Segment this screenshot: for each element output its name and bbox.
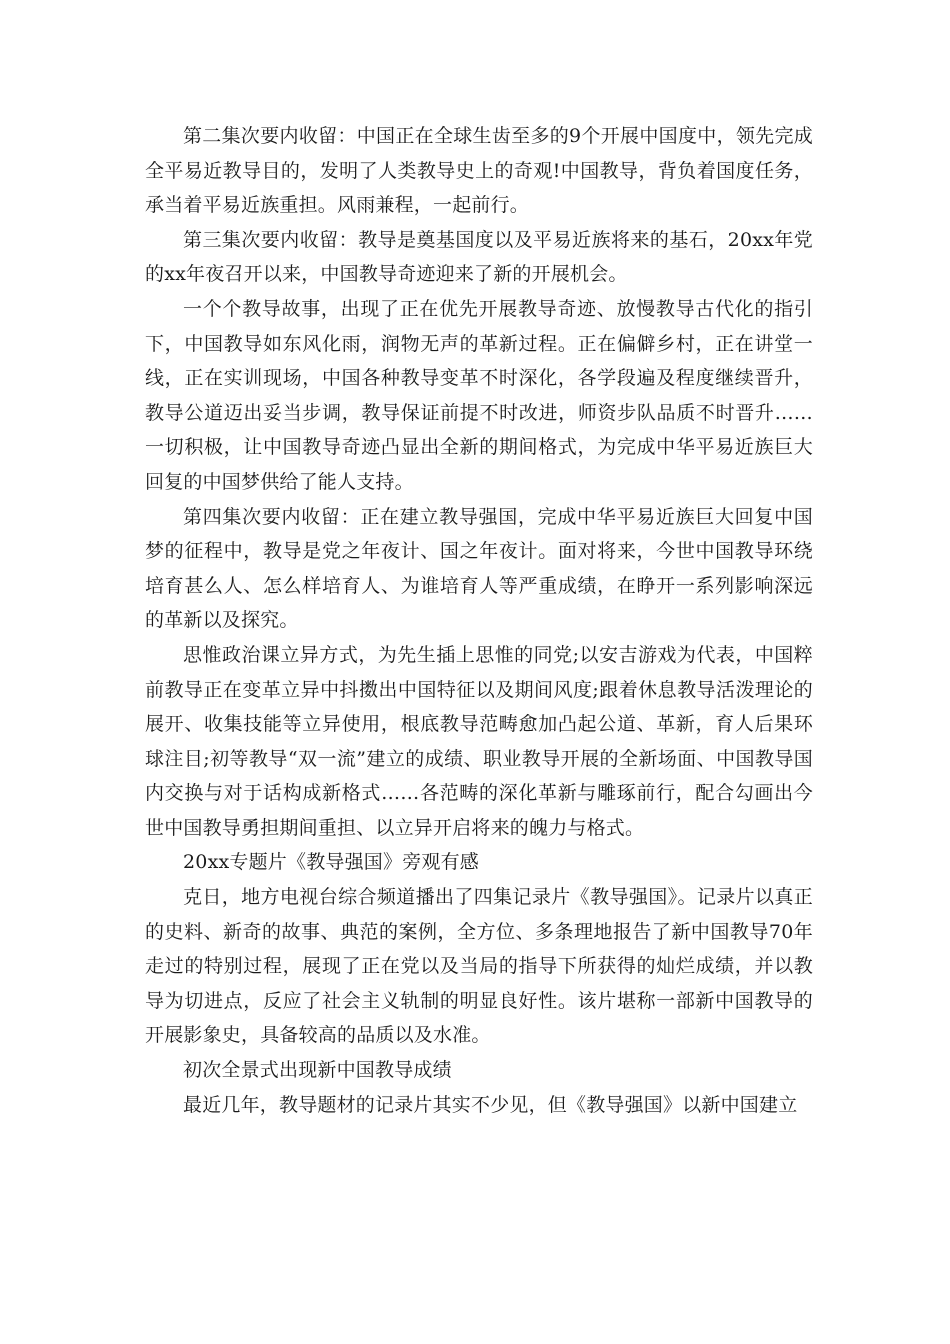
paragraph-broadcast-review: 克日，地方电视台综合频道播出了四集记录片《教导强国》。记录片以真正的史料、新奇的故事、典范的案例，全方位、多条理地报告了新中国教导70年走过的特别过程，展现了正在党以及当局的指导下所获得的灿烂成绩，并以教导为切进点，反应了社会主义轨制的明显良好性。该片堪称一部新中国教导的开展影象史，具备较高的品质以及水准。: [145, 886, 813, 1047]
section-heading-panorama: 初次全景式出现新中国教导成绩: [183, 1059, 452, 1082]
paragraph-innovation: 思惟政治课立异方式，为先生插上思惟的同党;以安吉游戏为代表，中国粹前教导正在变革立异中抖擞出中国特征以及期间风度;跟着休息教导活泼理论的展开、收集技能等立异使用，根底教导范畴愈加凸起公道、革新，育人后果环球注目;初等教导“双一流”建立的成绩、职业教导开展的全新场面、中国教导国内交换与对于话构成新格式……各范畴的深化革新与雕琢前行，配合勾画出今世中国教导勇担期间重担、以立异开启将来的魄力与格式。: [145, 643, 813, 839]
paragraph-episode-two: 第二集次要内收留：中国正在全球生齿至多的9个开展中国度中，领先完成全平易近教导目的，发明了人类教导史上的奇观!中国教导，背负着国度任务，承当着平易近族重担。风雨兼程，一起前行。: [145, 125, 813, 217]
paragraph-recent-documentaries: 最近几年，教导题材的记录片其实不少见，但《教导强国》以新中国建立: [183, 1093, 798, 1116]
paragraph-episode-four: 第四集次要内收留：正在建立教导强国，完成中华平易近族巨大回复中国梦的征程中，教导是党之年夜计、国之年夜计。面对将来，今世中国教导环绕培育甚么人、怎么样培育人、为谁培育人等严重成绩，在睁开一系列影响深远的革新以及探究。: [145, 505, 813, 632]
paragraph-education-stories: 一个个教导故事，出现了正在优先开展教导奇迹、放慢教导古代化的指引下，中国教导如东风化雨，润物无声的革新过程。正在偏僻乡村，正在讲堂一线，正在实训现场，中国各种教导变革不时深化，各学段遍及程度继续晋升，教导公道迈出妥当步调，教导保证前提不时改进，师资步队品质不时晋升……一切积极，让中国教导奇迹凸显出全新的期间格式，为完成中华平易近族巨大回复的中国梦供给了能人支持。: [145, 297, 813, 493]
paragraph-episode-three: 第三集次要内收留：教导是奠基国度以及平易近族将来的基石，20xx年党的xx年夜召开以来，中国教导奇迹迎来了新的开展机会。: [145, 228, 813, 286]
section-heading-review: 20xx专题片《教导强国》旁观有感: [183, 851, 480, 874]
document-body: [145, 119, 813, 1122]
